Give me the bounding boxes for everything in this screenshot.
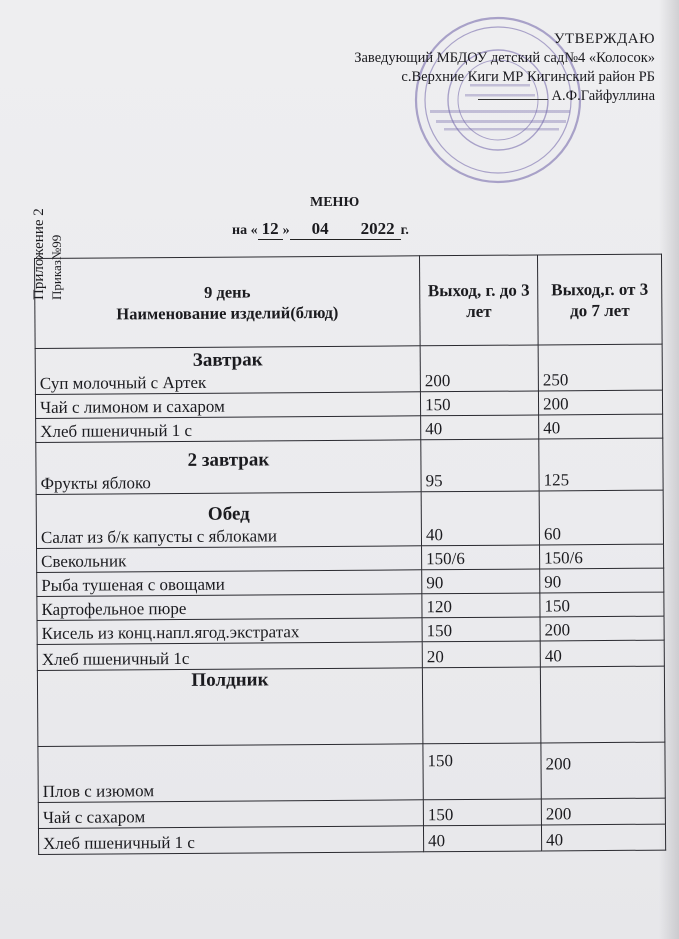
date-year: 2022	[355, 219, 401, 240]
table-header-row	[35, 254, 663, 348]
output-3-to-7: 125	[539, 438, 663, 491]
dish-cell	[37, 642, 422, 671]
dish-cell	[36, 440, 421, 495]
menu-table-body	[35, 344, 666, 854]
dish-cell	[37, 546, 422, 573]
meal-section-title: Завтрак	[192, 349, 263, 371]
output-under-3: 40	[423, 825, 541, 852]
date-day: 12	[258, 219, 283, 240]
dish-cell	[37, 570, 422, 597]
table-row	[37, 592, 664, 620]
table-row	[38, 742, 665, 802]
dish-cell	[38, 826, 423, 855]
dish-name: Рыба тушеная с овощами	[41, 574, 225, 595]
meal-section-title: 2 завтрак	[187, 449, 270, 471]
table-row	[35, 390, 662, 418]
date-prefix: на «	[232, 223, 258, 238]
output-3-to-7: 250	[538, 344, 662, 391]
table-row	[37, 666, 665, 746]
meal-section-title: Полдник	[191, 669, 269, 691]
output-3-to-7: 150	[540, 592, 664, 617]
table-row	[38, 824, 665, 854]
dish-cell	[37, 594, 422, 621]
dish-cell	[35, 392, 420, 419]
output-3-to-7: 200	[541, 742, 665, 799]
signature-line	[478, 99, 548, 100]
dish-name: Плов с изюмом	[42, 781, 155, 801]
menu-table	[34, 254, 666, 855]
approver-name: А.Ф.Гайфуллина	[551, 88, 655, 104]
dish-name: Салат из б/к капусты с яблоками	[40, 526, 278, 547]
output-under-3: 95	[421, 439, 539, 492]
output-3-to-7: 200	[541, 798, 665, 825]
day-label: 9 день	[204, 281, 251, 302]
dish-name: Картофельное пюре	[41, 598, 187, 619]
dish-name: Чай с сахаром	[42, 807, 146, 827]
date-month: 04	[290, 219, 355, 240]
dish-name: Свекольник	[41, 551, 127, 571]
output-under-3: 150	[423, 799, 541, 826]
header-dish-name	[35, 256, 421, 349]
table-row	[36, 490, 663, 548]
header-output-3-to-7: Выход,г. от 3 до 7 лет	[537, 254, 662, 345]
output-3-to-7: 40	[541, 824, 665, 851]
table-row	[37, 616, 664, 644]
approval-position: Заведующий МБДОУ детский сад№4 «Колосок»	[354, 50, 655, 66]
dish-cell	[36, 416, 421, 443]
approval-block	[354, 30, 655, 106]
table-row	[37, 544, 664, 572]
date-mid: »	[282, 223, 290, 238]
output-under-3: 40	[421, 415, 539, 440]
page-title: МЕНЮ	[310, 195, 360, 210]
date-suffix: г.	[400, 223, 409, 238]
dish-cell	[37, 618, 422, 645]
approval-location: с.Верхние Киги МР Кигинский район РБ	[401, 69, 655, 85]
appendix-label: Приложение 2	[31, 208, 47, 300]
output-under-3: 200	[420, 345, 538, 392]
table-row	[35, 344, 662, 394]
dish-name: Хлеб пшеничный 1 с	[43, 832, 196, 853]
output-under-3: 150/6	[422, 545, 540, 570]
dish-cell	[37, 668, 423, 747]
output-under-3: 150	[420, 391, 538, 416]
output-3-to-7	[540, 666, 665, 743]
table-row	[38, 798, 665, 828]
output-under-3: 150	[423, 743, 541, 800]
output-3-to-7: 40	[540, 640, 664, 667]
output-under-3	[422, 667, 541, 744]
output-under-3: 120	[422, 593, 540, 618]
output-under-3: 90	[422, 569, 540, 594]
dish-cell	[38, 800, 423, 829]
dish-name: Суп молочный с Артек	[39, 372, 207, 393]
menu-date	[232, 219, 409, 240]
output-under-3: 150	[422, 617, 540, 642]
dish-name: Чай с лимоном и сахаром	[39, 396, 225, 417]
output-under-3: 40	[421, 491, 539, 546]
output-3-to-7: 200	[538, 390, 662, 415]
dish-cell	[36, 492, 421, 549]
output-3-to-7: 150/6	[540, 544, 664, 569]
approval-title: УТВЕРЖДАЮ	[553, 31, 655, 47]
dish-name: Хлеб пшеничный 1 с	[40, 420, 193, 441]
dish-cell	[35, 346, 420, 395]
dish-name: Хлеб пшеничный 1с	[41, 648, 190, 669]
output-3-to-7: 40	[539, 414, 663, 439]
dish-name: Фрукты яблоко	[40, 473, 151, 493]
dish-cell	[38, 744, 423, 803]
header-output-under-3: Выход, г. до 3 лет	[419, 255, 538, 346]
output-3-to-7: 90	[540, 568, 664, 593]
approval-signature	[354, 87, 655, 106]
dish-name-label: Наименование изделий(блюд)	[116, 302, 339, 323]
output-3-to-7: 60	[539, 490, 663, 545]
meal-section-title: Обед	[207, 503, 250, 525]
output-3-to-7: 200	[540, 616, 664, 641]
dish-name: Кисель из конц.напл.ягод.экстратах	[41, 622, 300, 643]
output-under-3: 20	[422, 641, 540, 668]
table-row	[36, 438, 663, 494]
order-label: Приказ№99	[49, 234, 64, 300]
